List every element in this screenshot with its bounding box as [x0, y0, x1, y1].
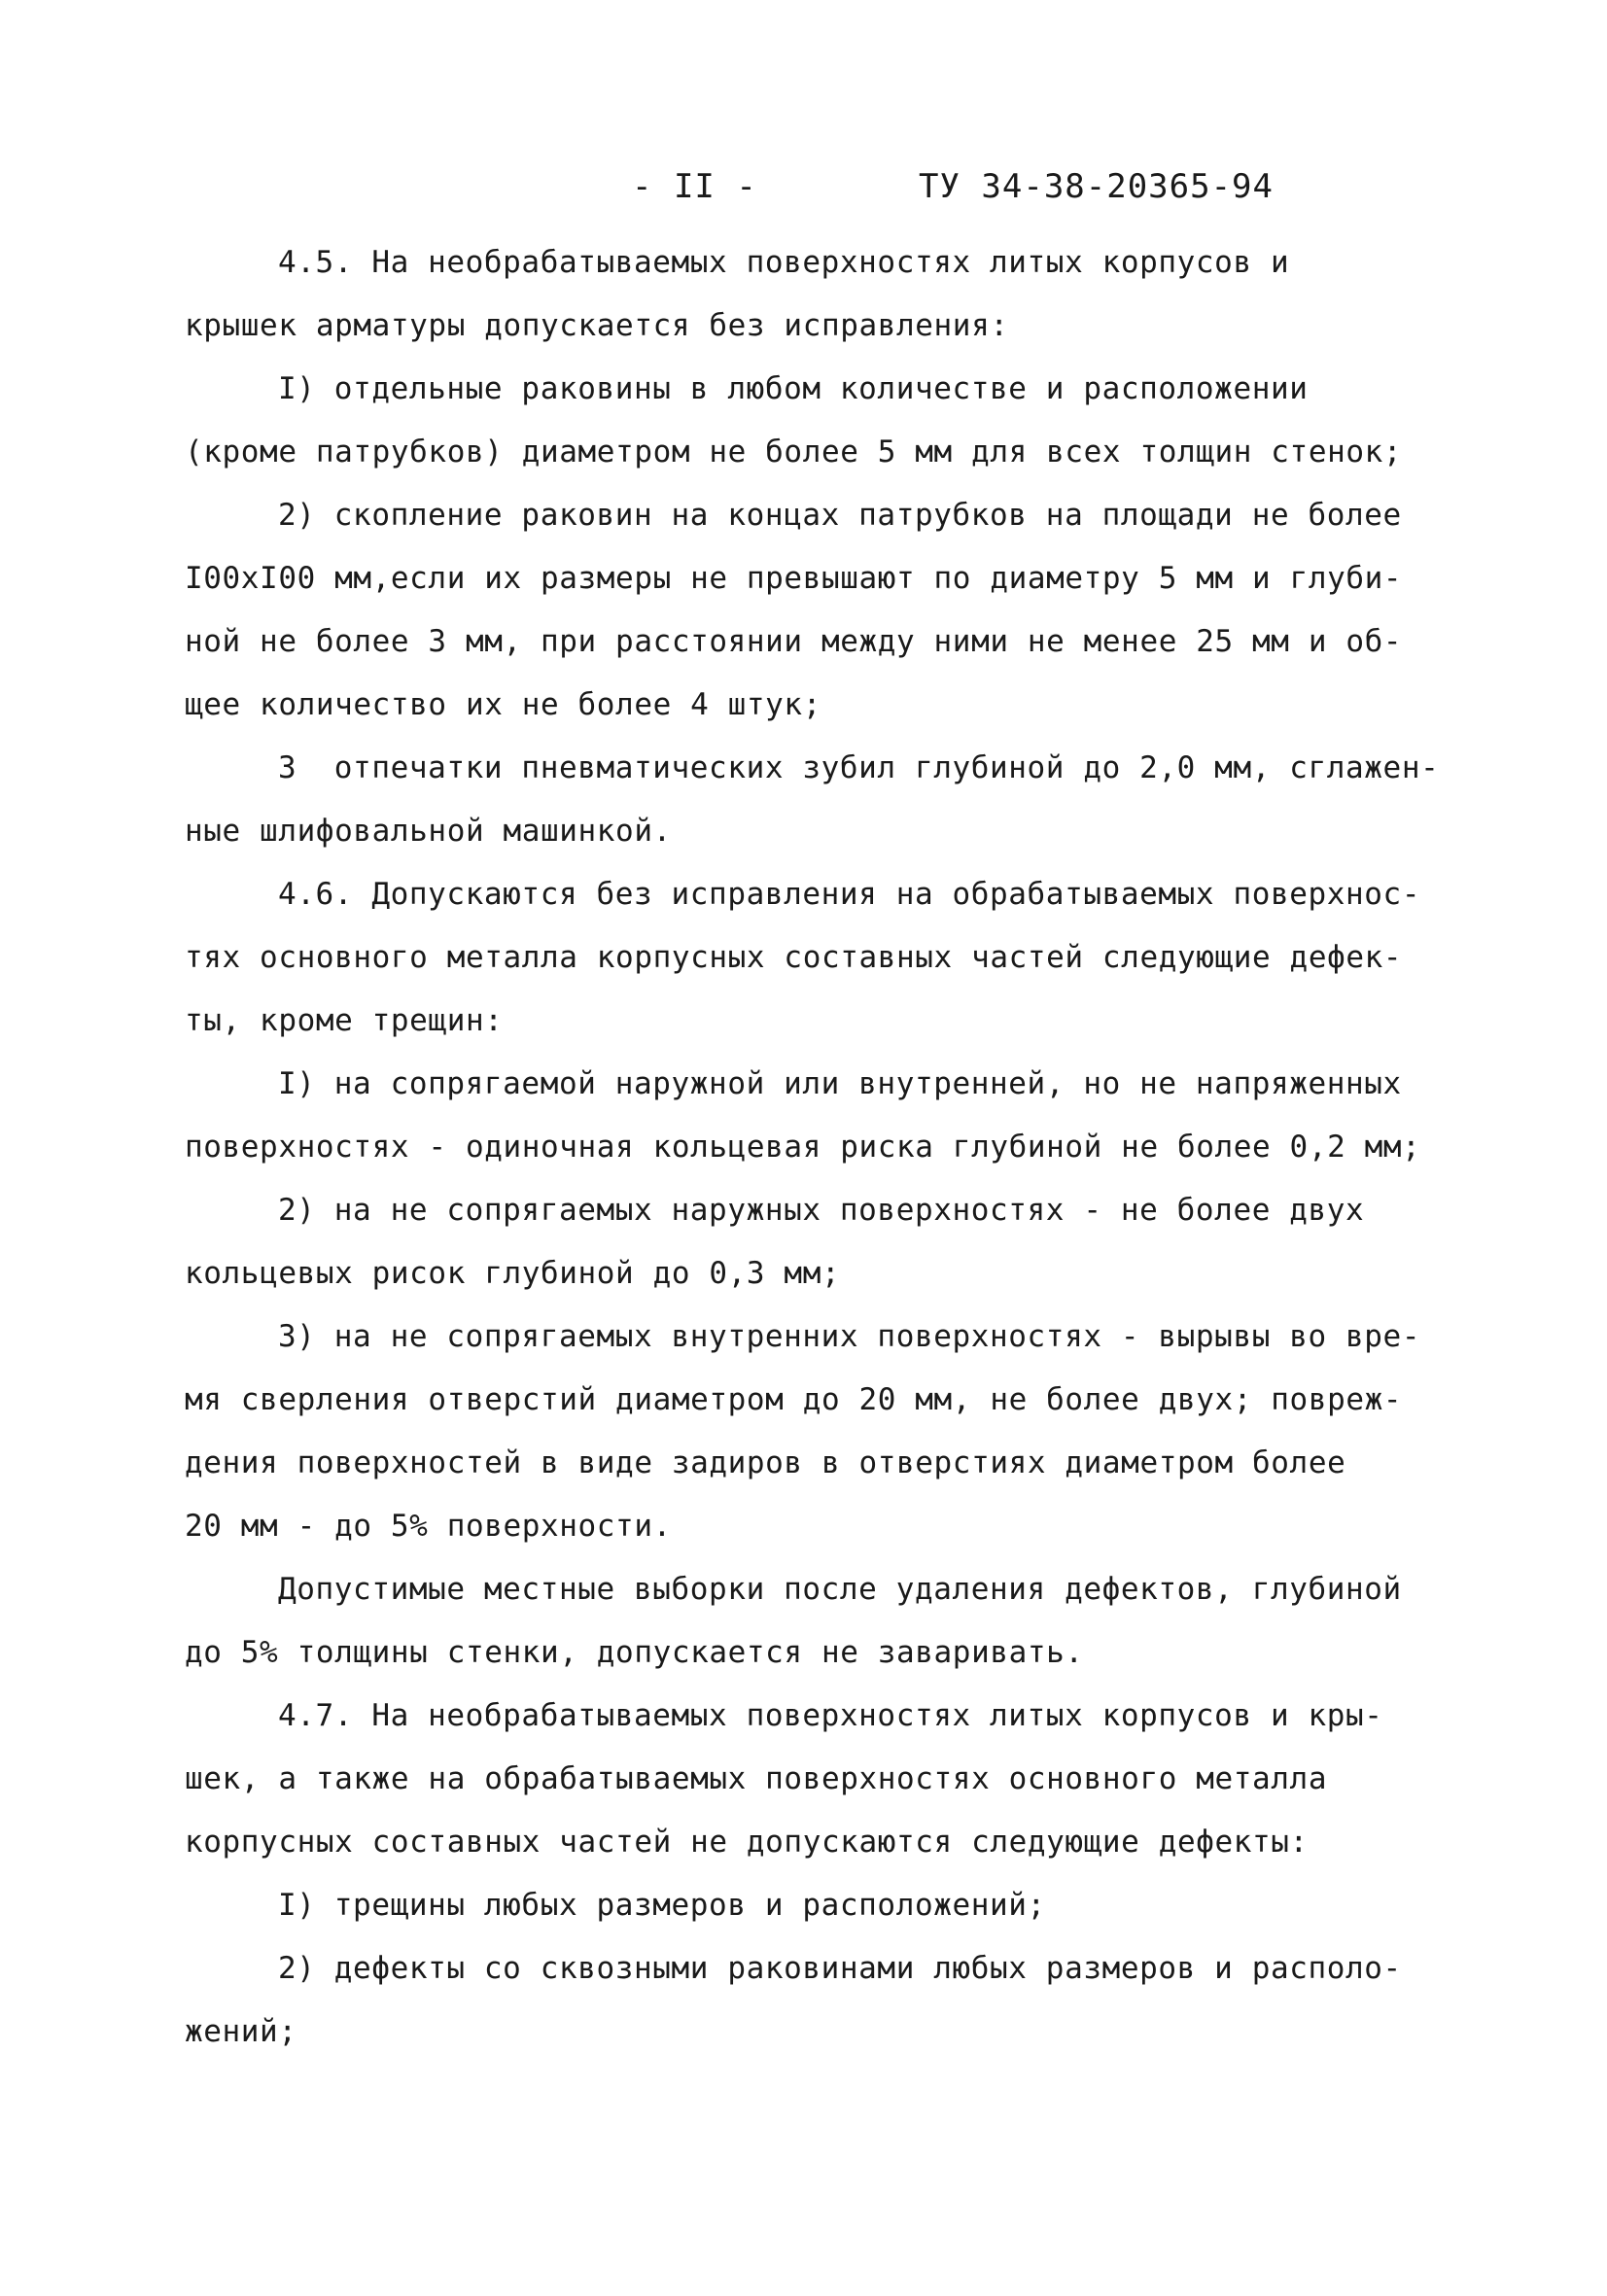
text-line: 4.7. На необрабатываемых поверхностях литых корпусов и кры-: [278, 1698, 1383, 1733]
text-line: 4.5. На необрабатываемых поверхностях литых корпусов и: [278, 245, 1290, 280]
page-number: - II -: [632, 167, 757, 206]
text-line: I) трещины любых размеров и расположений;: [278, 1888, 1046, 1923]
text-line: шек, а также на обрабатываемых поверхностях основного металла: [185, 1761, 1328, 1796]
document-code: ТУ 34-38-20365-94: [919, 167, 1274, 206]
text-line: ты, кроме трещин:: [185, 1003, 504, 1038]
text-line: жений;: [185, 2014, 297, 2049]
text-line: дения поверхностей в виде задиров в отверстиях диаметром более: [185, 1445, 1346, 1480]
text-line: 4.6. Допускаются без исправления на обрабатываемых поверхнос-: [278, 877, 1421, 912]
text-line: поверхностях - одиночная кольцевая риска глубиной не более 0,2 мм;: [185, 1130, 1421, 1165]
text-line: мя сверления отверстий диаметром до 20 мм, не более двух; повреж-: [185, 1382, 1403, 1417]
text-line: (кроме патрубков) диаметром не более 5 мм для всех толщин стенок;: [185, 435, 1403, 470]
text-line: крышек арматуры допускается без исправления:: [185, 308, 1009, 343]
text-line: до 5% толщины стенки, допускается не заваривать.: [185, 1635, 1084, 1670]
text-line: Допустимые местные выборки после удаления дефектов, глубиной: [278, 1572, 1402, 1607]
text-line: 3 отпечатки пневматических зубил глубиной до 2,0 мм, сглажен-: [278, 750, 1440, 785]
text-line: 2) дефекты со сквозными раковинами любых размеров и располо-: [278, 1951, 1402, 1986]
text-line: 2) скопление раковин на концах патрубков на площади не более: [278, 498, 1402, 533]
text-line: корпусных составных частей не допускаются следующие дефекты:: [185, 1825, 1309, 1860]
text-line: I00xI00 мм,если их размеры не превышают по диаметру 5 мм и глуби-: [185, 561, 1403, 596]
text-line: I) отдельные раковины в любом количестве и расположении: [278, 371, 1309, 406]
text-line: 20 мм - до 5% поверхности.: [185, 1509, 672, 1544]
text-line: кольцевых рисок глубиной до 0,3 мм;: [185, 1256, 841, 1291]
text-line: тях основного металла корпусных составных частей следующие дефек-: [185, 940, 1403, 975]
page-header: [0, 167, 1607, 226]
text-line: ные шлифовальной машинкой.: [185, 814, 672, 849]
document-body: [185, 231, 1468, 2064]
text-line: I) на сопрягаемой наружной или внутренней, но не напряженных: [278, 1066, 1402, 1101]
text-line: 2) на не сопрягаемых наружных поверхностях - не более двух: [278, 1193, 1365, 1228]
text-line: щее количество их не более 4 штук;: [185, 687, 821, 722]
text-line: 3) на не сопрягаемых внутренних поверхностях - вырывы во вре-: [278, 1319, 1421, 1354]
text-line: ной не более 3 мм, при расстоянии между ними не менее 25 мм и об-: [185, 624, 1403, 659]
